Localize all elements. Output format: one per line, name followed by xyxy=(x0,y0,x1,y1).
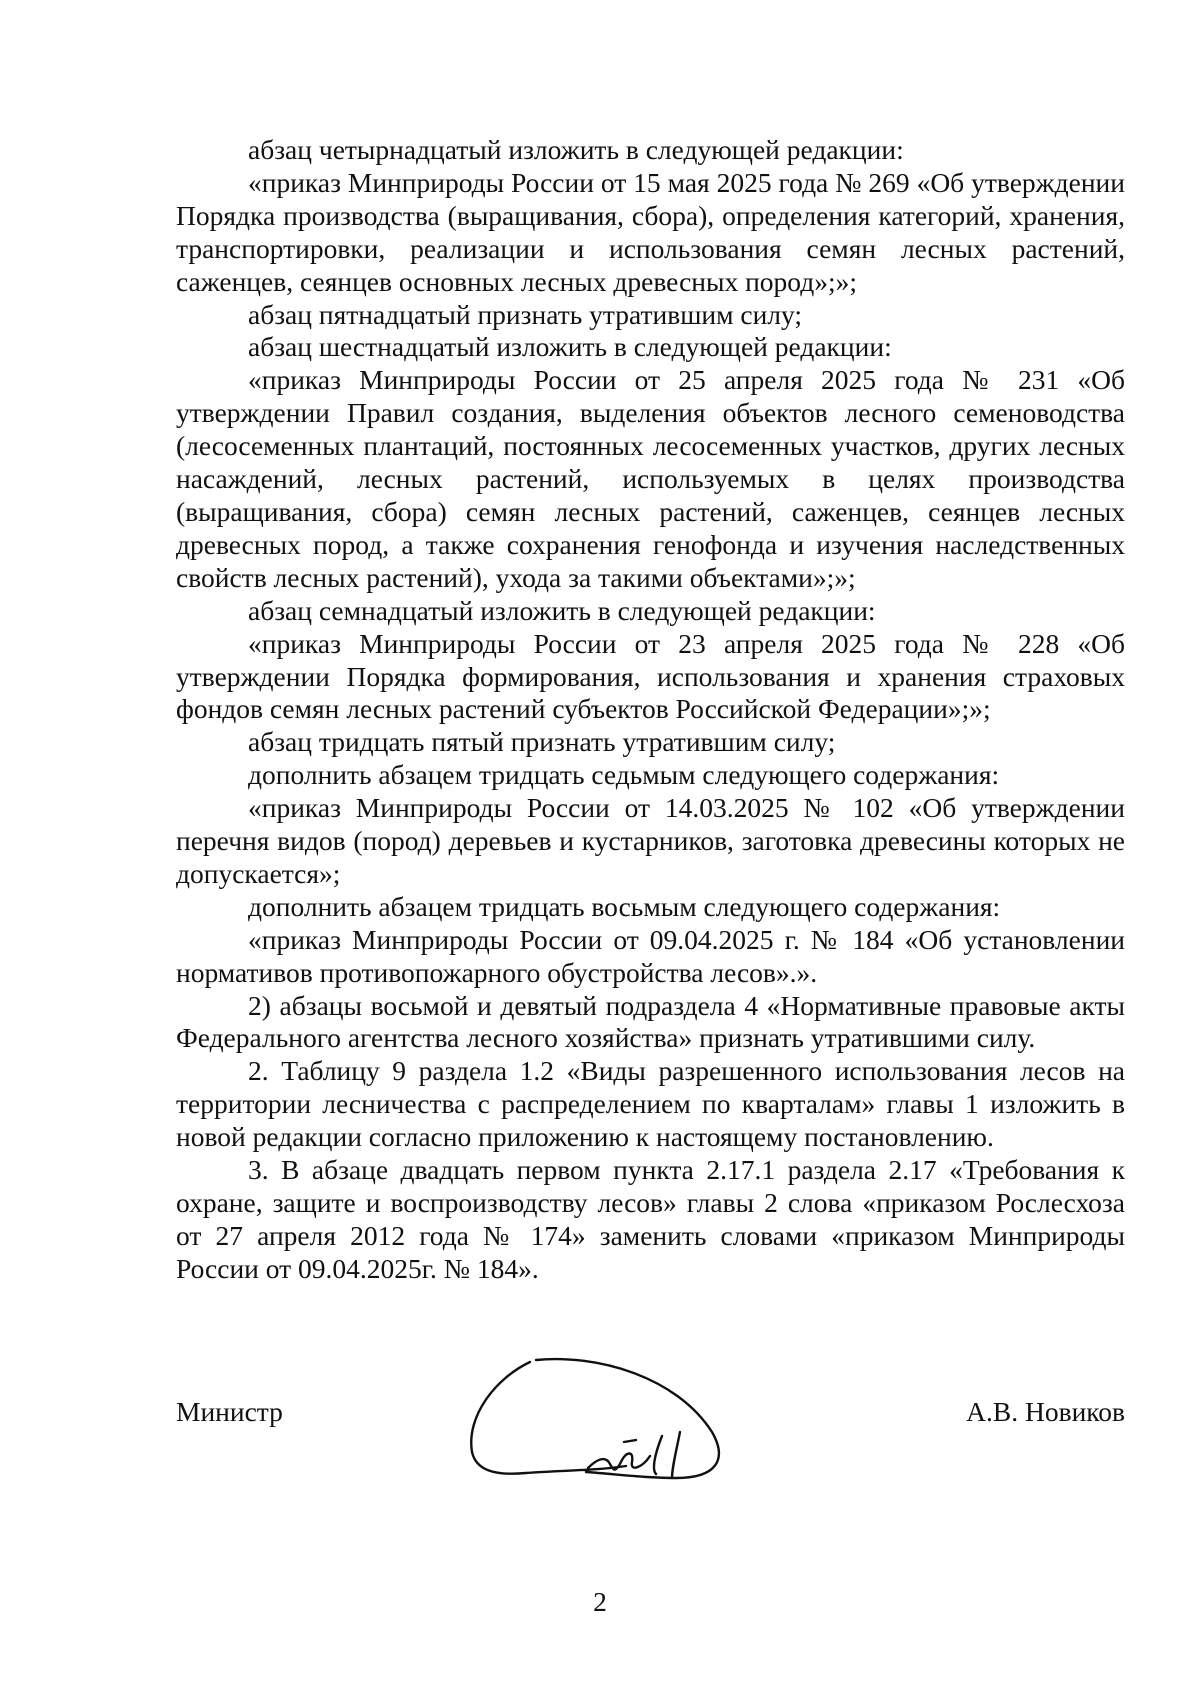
page-number: 2 xyxy=(593,1586,607,1617)
paragraph-3: абзац пятнадцатый признать утратившим силу; xyxy=(248,298,803,330)
signatory-name: А.В. Новиков xyxy=(966,1396,1125,1427)
paragraph-14: 2. Таблицу 9 раздела 1.2 «Виды разрешенного использования лесов на территории лесничества с распределением по кварталам» главы 1 изложить в новой редакции согласно приложению к настоящему постановлению. xyxy=(176,1055,1125,1153)
paragraph-13: 2) абзацы восьмой и девятый подраздела 4 «Нормативные правовые акты Федерального агентства лесного хозяйства» признать утратившими силу. xyxy=(176,989,1125,1054)
paragraph-10: «приказ Минприроды России от 14.03.2025 № 102 «Об утверждении перечня видов (пород) деревьев и кустарников, заготовка древесины которых не допускается»; xyxy=(176,792,1125,889)
paragraph-11: дополнить абзацем тридцать восьмым следующего содержания: xyxy=(248,890,1001,922)
paragraph-5: «приказ Минприроды России от 25 апреля 2025 года № 231 «Об утверждении Правил создания, выделения объектов лесного семеноводства (лесосеменных плантаций, постоянных лесосеменных участков, других лесных насаждений, лесных растений, используемых в целях производства (выращивания, сбора) семян лесных растений, саженцев, сеянцев лесных древесных пород, а также сохранения генофонда и изучения наследственных свойств лесных растений), ухода за такими объектами»;»; xyxy=(176,364,1125,593)
handwritten-signature xyxy=(466,1356,748,1496)
paragraph-8: абзац тридцать пятый признать утратившим силу; xyxy=(248,726,836,758)
paragraph-1: абзац четырнадцатый изложить в следующей редакции: xyxy=(248,134,904,165)
paragraph-7: «приказ Минприроды России от 23 апреля 2025 года № 228 «Об утверждении Порядка формирования, использования и хранения страховых фондов семян лесных растений субъектов Российской Федерации»;»; xyxy=(176,627,1125,725)
paragraph-15: 3. В абзаце двадцать первом пункта 2.17.1 раздела 2.17 «Требования к охране, защите и воспроизводству лесов» главы 2 слова «приказом Рослесхоза от 27 апреля 2012 года № 174» заменить словами «приказом Минприроды России от 09.04.2025г. № 184». xyxy=(176,1154,1125,1284)
paragraph-12: «приказ Минприроды России от 09.04.2025 г. № 184 «Об установлении нормативов противопожарного обустройства лесов».». xyxy=(176,923,1125,988)
document-body xyxy=(176,134,1125,1286)
paragraph-6: абзац семнадцатый изложить в следующей редакции: xyxy=(248,594,876,626)
paragraph-2: «приказ Минприроды России от 15 мая 2025 года № 269 «Об утверждении Порядка производства (выращивания, сбора), определения категорий, хранения, транспортировки, реализации и использования семян лесных растений, саженцев, сеянцев основных лесных древесных пород»;»; xyxy=(176,166,1125,297)
paragraph-4: абзац шестнадцатый изложить в следующей редакции: xyxy=(248,331,892,363)
signatory-title: Министр xyxy=(176,1396,283,1427)
paragraph-9: дополнить абзацем тридцать седьмым следующего содержания: xyxy=(248,759,1000,791)
